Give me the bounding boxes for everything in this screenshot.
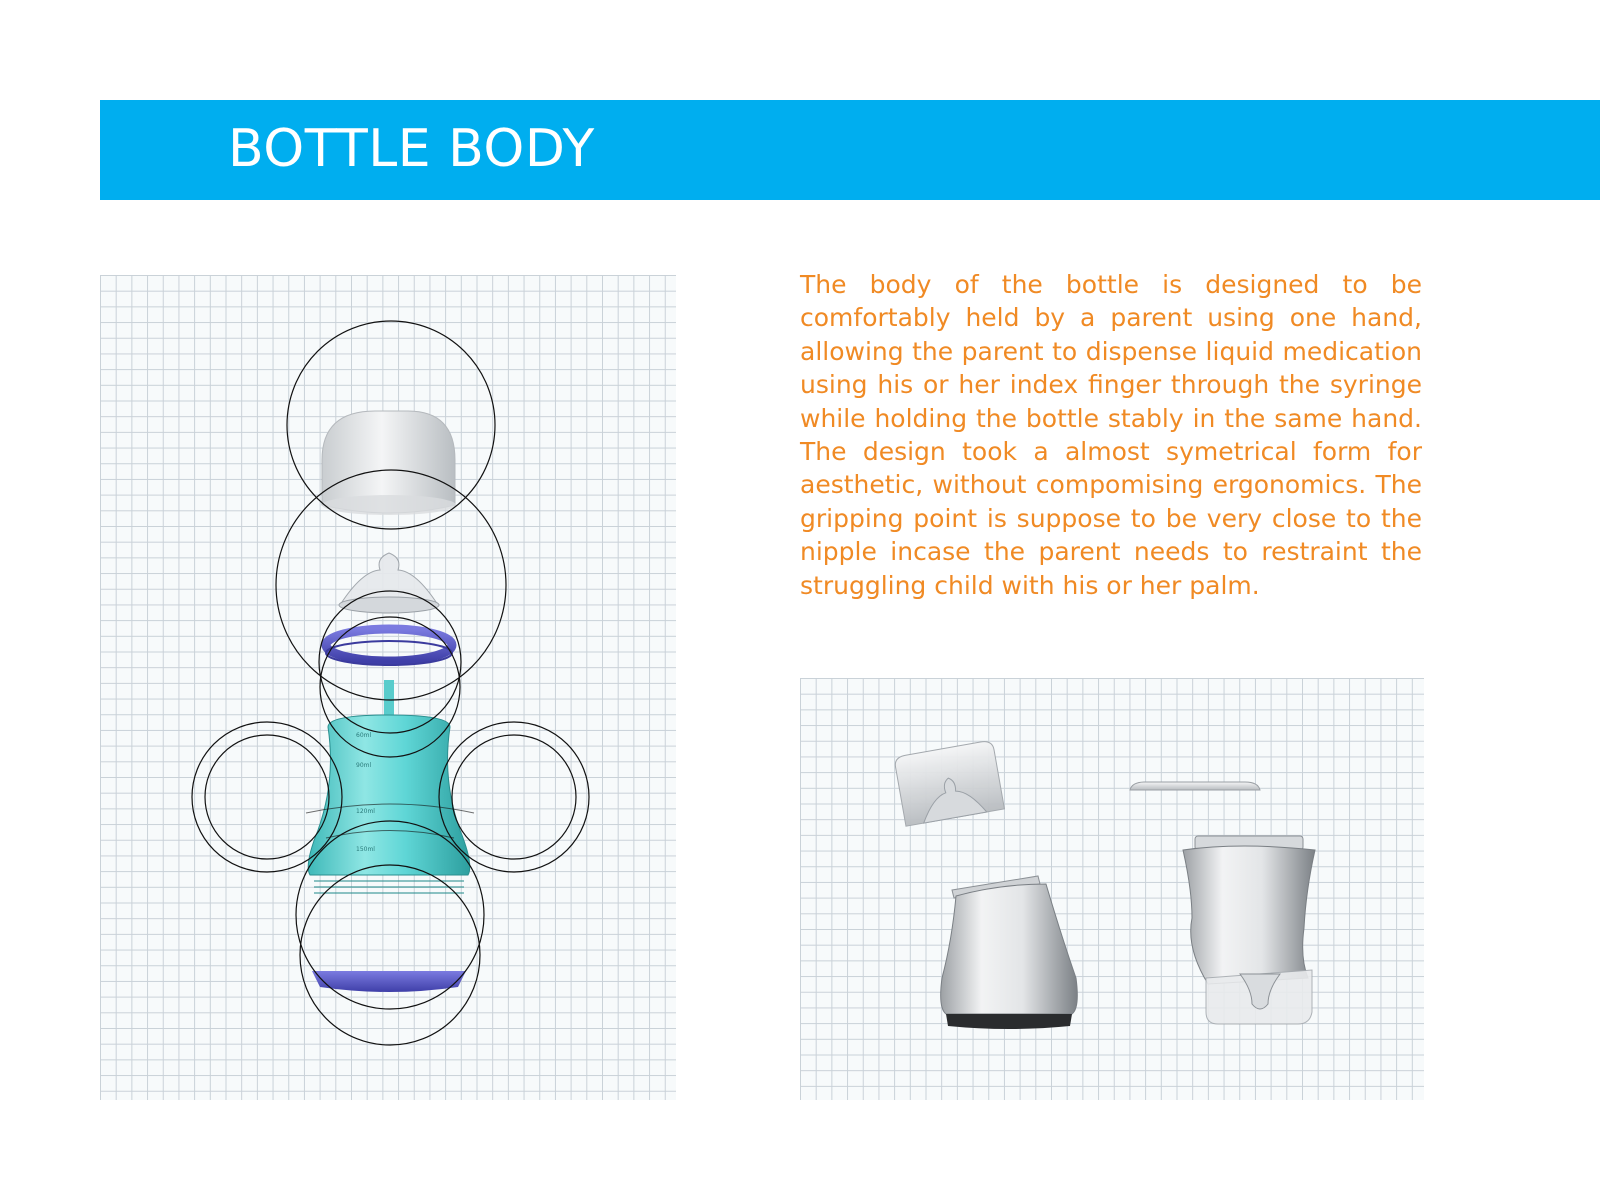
assembled-views-panel [800, 678, 1424, 1100]
tilted-cap-render [894, 740, 1005, 826]
page-title: BOTTLE BODY [228, 119, 595, 179]
exploded-view-panel [100, 275, 676, 1100]
bottle-body-part [308, 715, 470, 875]
scale-mark-label: 150ml [356, 846, 375, 853]
description-paragraph: The body of the bottle is designed to be comfortably held by a parent using one hand, allowing the parent to dispense liquid medication using his or her index finger through the syringe while holding the bottle stably in the same hand. The design took a almost symetrical form for aesthetic, without compomising ergonomics. The gripping point is suppose to be very close to the nipple incase the parent needs to restraint the struggling child with his or her palm. [800, 270, 1422, 600]
assembled-bottle-renders [800, 678, 1424, 1100]
flat-lid-render [1130, 782, 1260, 790]
bottle-render-upright [1183, 836, 1315, 1024]
scale-mark-label: 90ml [356, 762, 372, 769]
scale-mark-label: 60ml [356, 732, 372, 739]
bottle-render-tilted [941, 876, 1078, 1029]
base-ring [312, 971, 466, 992]
scale-mark-label: 120ml [356, 808, 375, 815]
exploded-bottle-diagram [100, 275, 676, 1100]
header-band [100, 100, 1600, 200]
